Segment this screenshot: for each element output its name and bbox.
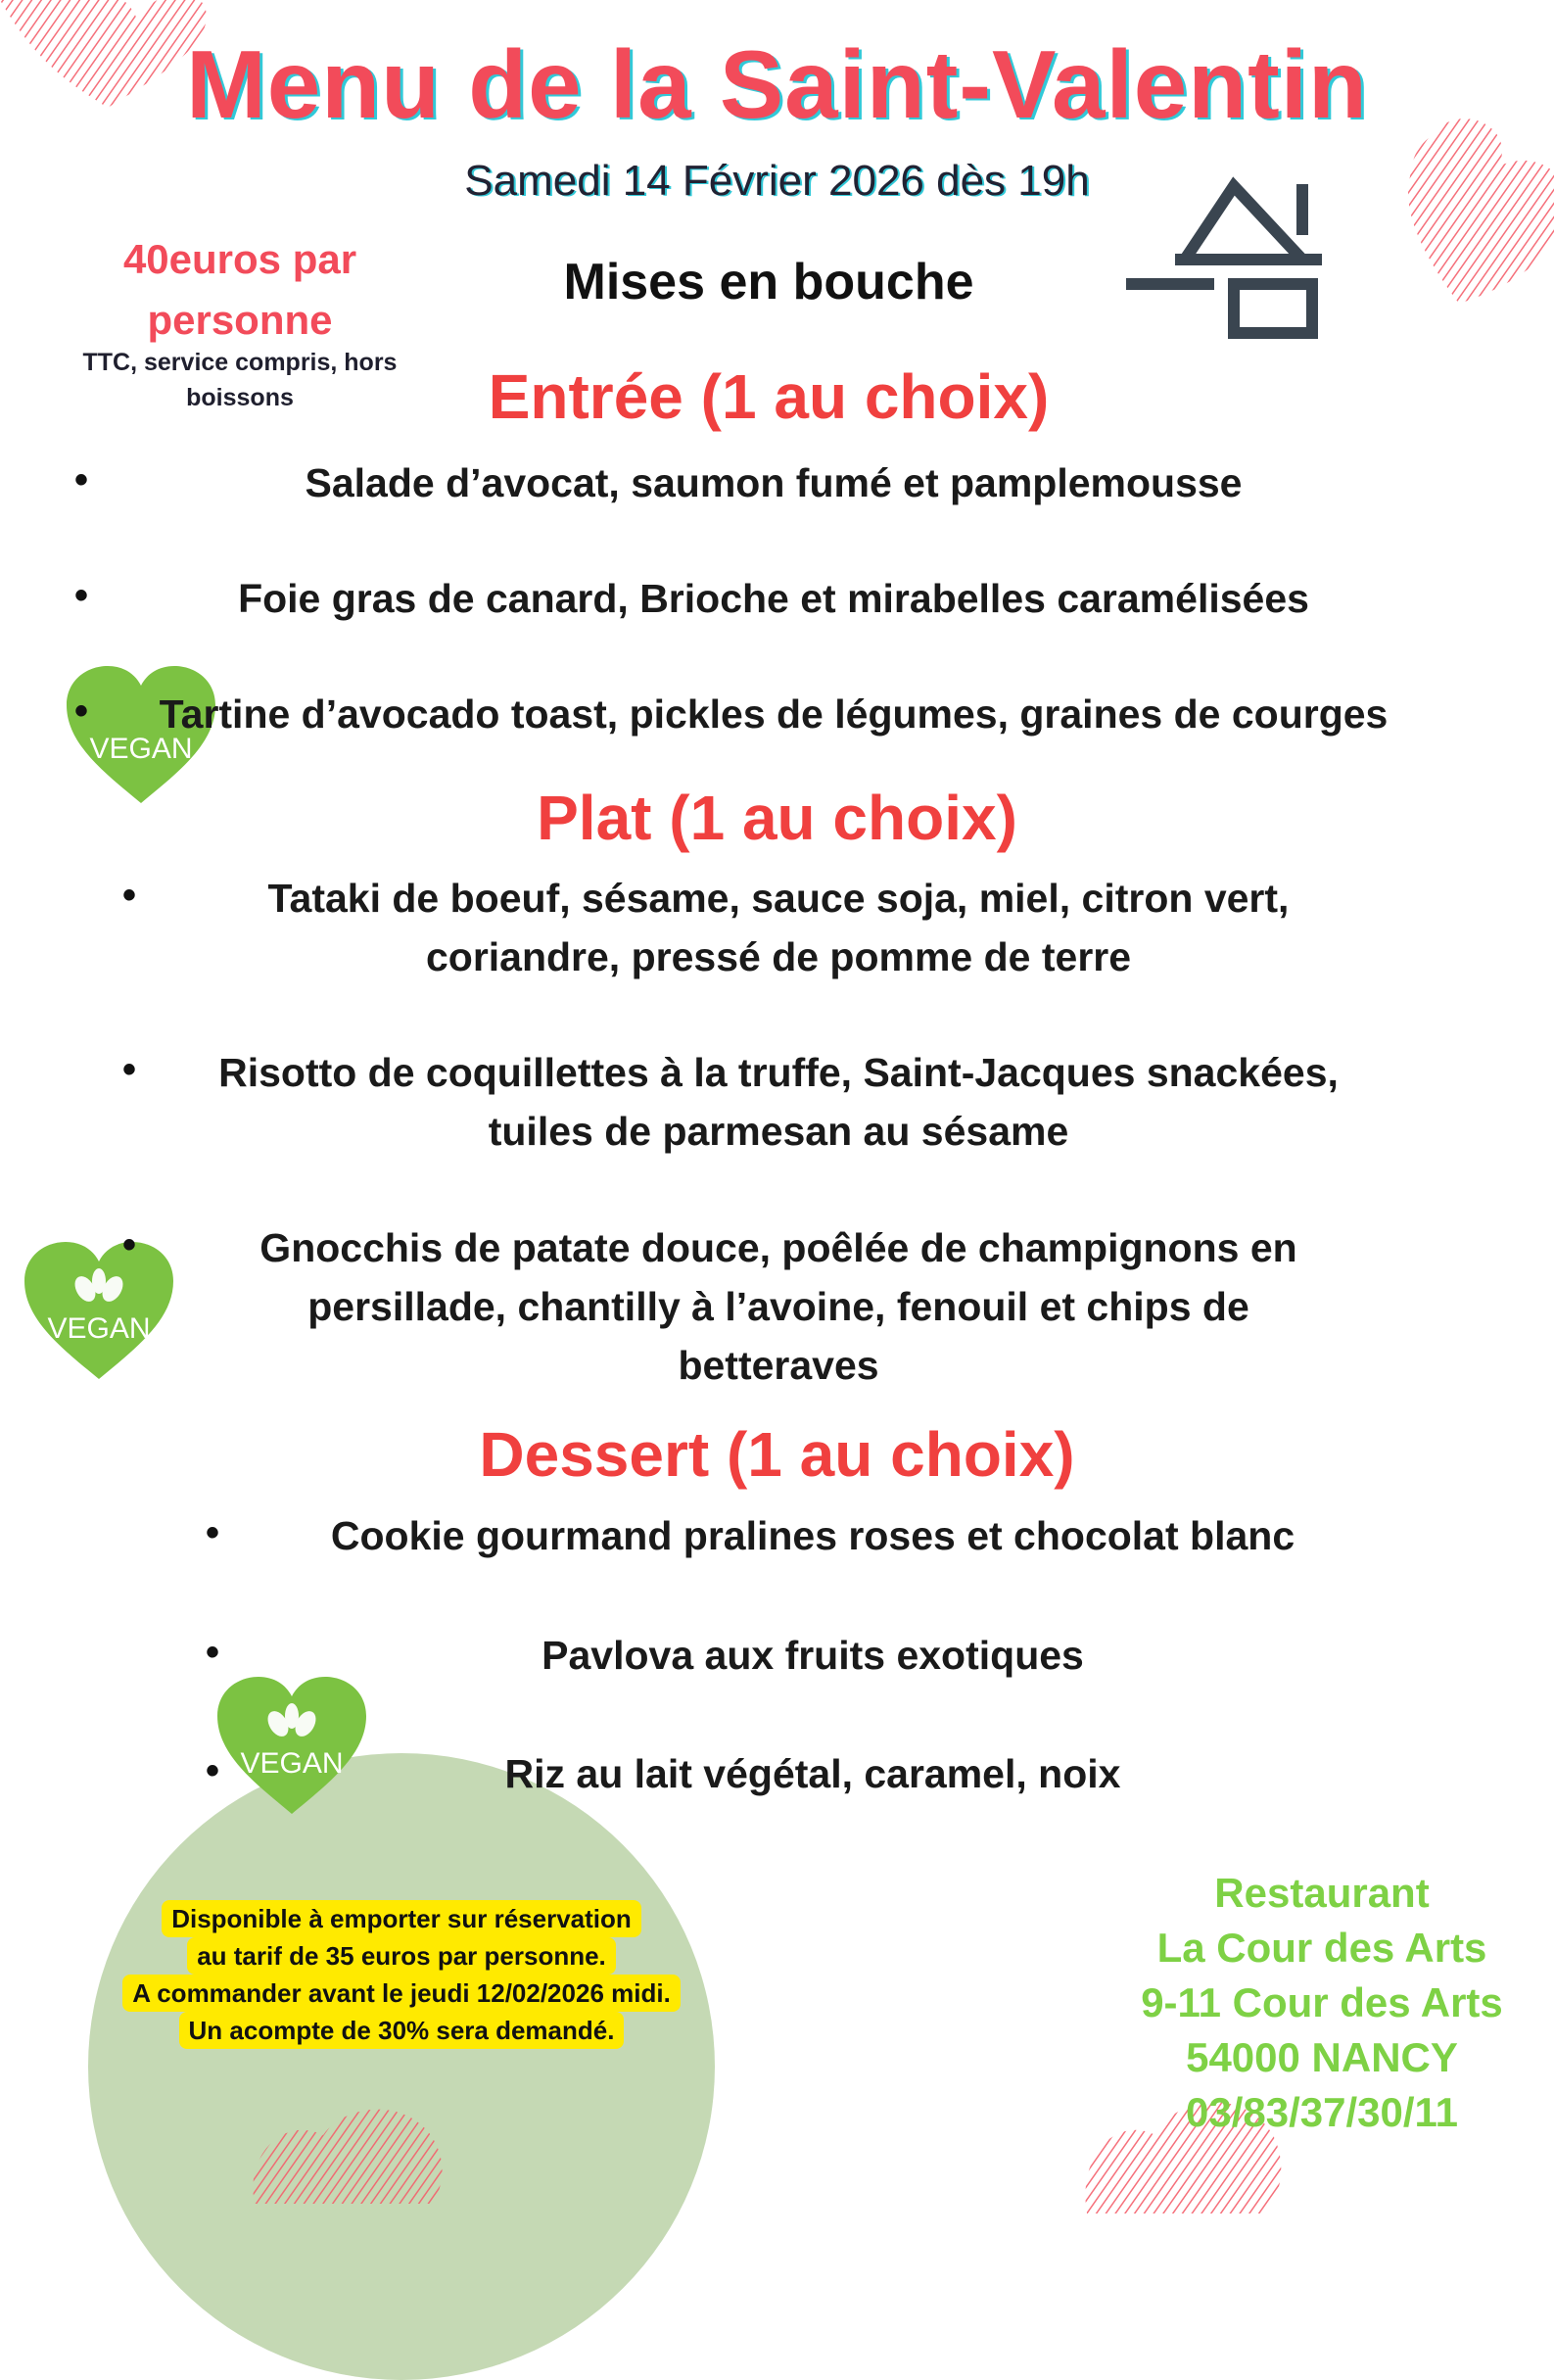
page-title: Menu de la Saint-Valentin xyxy=(186,30,1368,138)
list-item-line: coriandre, pressé de pomme de terre xyxy=(425,934,1132,979)
event-date: Samedi 14 Février 2026 dès 19h xyxy=(464,157,1090,205)
heart-decoration-icon xyxy=(235,2096,460,2204)
restaurant-line: La Cour des Arts xyxy=(1156,1925,1487,1971)
list-item: Riz au lait végétal, caramel, noix xyxy=(504,1751,1121,1796)
list-item xyxy=(157,1043,1400,1161)
price-line: 40euros par xyxy=(122,236,357,282)
takeaway-note xyxy=(59,1900,744,2049)
takeaway-line: Disponible à emporter sur réservation xyxy=(162,1900,641,1937)
price-line: personne xyxy=(147,297,333,343)
list-item xyxy=(176,1218,1381,1395)
list-item xyxy=(176,869,1381,986)
list-bullet: • xyxy=(206,1631,220,1674)
restaurant-phone: 03/83/37/30/11 xyxy=(1186,2089,1458,2135)
list-bullet: • xyxy=(122,1223,137,1266)
list-item: Cookie gourmand pralines roses et chocolat blanc xyxy=(330,1513,1295,1558)
list-bullet: • xyxy=(74,458,89,501)
section-heading-dessert: Dessert (1 au choix) xyxy=(479,1419,1075,1490)
list-bullet: • xyxy=(74,574,89,617)
list-bullet: • xyxy=(122,1048,137,1091)
vegan-heart-icon xyxy=(24,1242,173,1381)
takeaway-line: au tarif de 35 euros par personne. xyxy=(187,1937,616,1975)
restaurant-info xyxy=(1077,1866,1554,2140)
mises-en-bouche: Mises en bouche xyxy=(563,254,974,310)
restaurant-line: Restaurant xyxy=(1214,1870,1430,1916)
list-item-line: persillade, chantilly à l’avoine, fenouil et chips de xyxy=(307,1284,1249,1329)
list-bullet: • xyxy=(206,1511,220,1554)
section-heading-entree: Entrée (1 au choix) xyxy=(488,361,1050,432)
list-item: Foie gras de canard, Brioche et mirabelles caramélisées xyxy=(238,576,1309,621)
restaurant-line: 54000 NANCY xyxy=(1186,2034,1458,2080)
list-item-line: betteraves xyxy=(678,1343,879,1388)
list-item-line: tuiles de parmesan au sésame xyxy=(488,1109,1069,1154)
price-note-line: boissons xyxy=(186,384,294,411)
list-item-line: Risotto de coquillettes à la truffe, Saint-Jacques snackées, xyxy=(218,1050,1339,1095)
list-bullet: • xyxy=(206,1749,220,1792)
list-item: Tartine d’avocado toast, pickles de légumes, graines de courges xyxy=(159,691,1389,737)
list-item: Pavlova aux fruits exotiques xyxy=(542,1633,1084,1678)
price-note-line: TTC, service compris, hors xyxy=(82,349,398,376)
list-item-line: Tataki de boeuf, sésame, sauce soja, miel, citron vert, xyxy=(267,876,1290,921)
list-bullet: • xyxy=(122,874,137,917)
list-item-line: Gnocchis de patate douce, poêlée de champignons en xyxy=(259,1225,1297,1270)
restaurant-line: 9-11 Cour des Arts xyxy=(1141,1979,1503,2025)
vegan-label: VEGAN xyxy=(47,1312,151,1345)
takeaway-line: Un acompte de 30% sera demandé. xyxy=(179,2012,625,2049)
vegan-label: VEGAN xyxy=(89,733,193,765)
list-item: Salade d’avocat, saumon fumé et pamplemousse xyxy=(305,460,1243,505)
decorative-circle xyxy=(88,1753,715,2380)
takeaway-line: A commander avant le jeudi 12/02/2026 midi. xyxy=(122,1975,681,2012)
list-bullet: • xyxy=(74,690,89,733)
section-heading-plat: Plat (1 au choix) xyxy=(537,783,1017,853)
vegan-label: VEGAN xyxy=(240,1747,344,1780)
